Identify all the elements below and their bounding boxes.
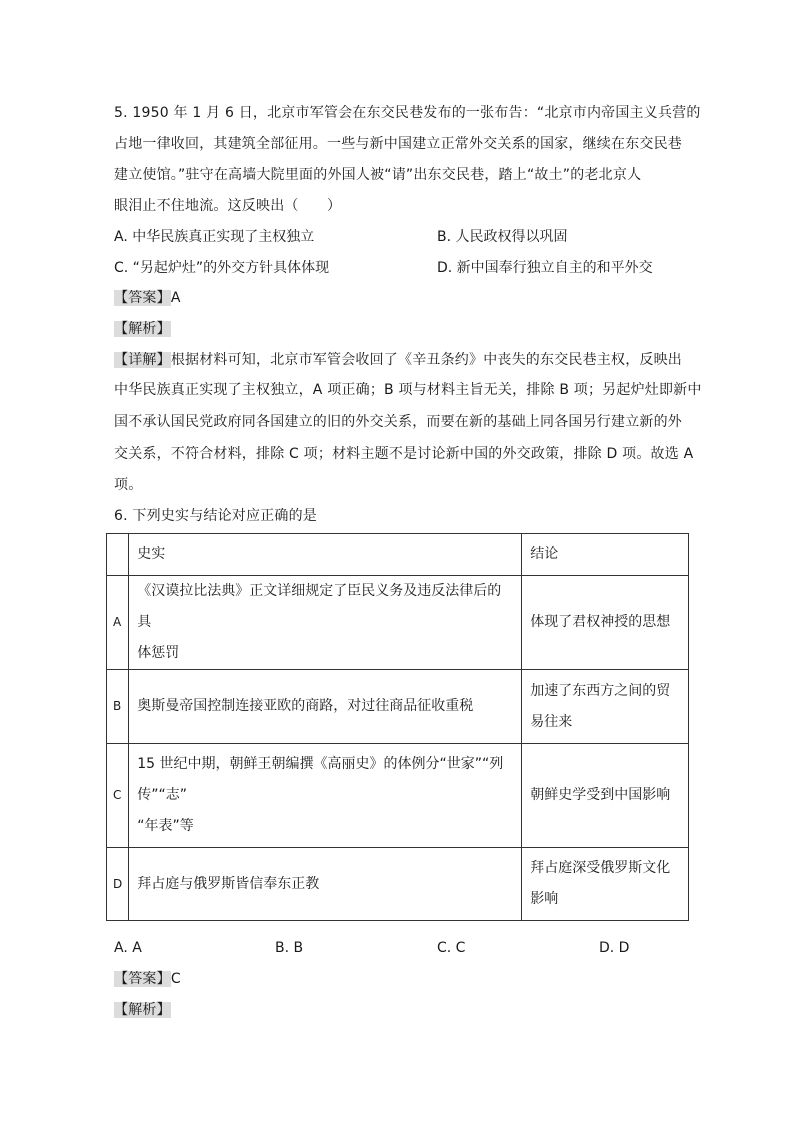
q6-stem: 6. 下列史实与结论对应正确的是 [114,508,318,524]
q5-analysis [114,319,171,339]
q5-detail-line-5: 项。 [114,477,143,493]
q6-header-fact: 史实 [129,534,522,576]
q6-row-c-label: C [107,744,129,848]
q5-option-c: C. “另起炉灶”的外交方针具体体现 [114,260,330,276]
q5-answer-label: 【答案】 [114,290,171,306]
q6-row-b-label: B [107,670,129,744]
q5-option-a: A. 中华民族真正实现了主权独立 [114,229,315,245]
q6-row-b-fact-line-1: 奥斯曼帝国控制连接亚欧的商路，对过往商品征收重税 [137,698,474,714]
q6-row-b-fact [129,670,522,744]
q6-answer-label: 【答案】 [114,971,171,987]
q5-detail-line-3: 国不承认国民党政府同各国建立的旧的外交关系，而要在新的基础上同各国另行建立新的外 [114,414,682,430]
q6-row-b-conclusion-line-2: 易往来 [530,713,573,730]
q5-option-d: D. 新中国奉行独立自主的和平外交 [437,260,653,276]
q6-row-c-conclusion [522,744,689,848]
q6-row-c-fact-line-3: “年表”等 [137,818,194,834]
q5-stem-line-2: 占地一律收回，其建筑全部征用。一些与新中国建立正常外交关系的国家，继续在东交民巷 [114,136,682,152]
q5-analysis-label: 【解析】 [114,321,171,337]
table-row [107,848,689,921]
q6-row-b-conclusion [522,670,689,744]
q5-detail-line-2: 中华民族真正实现了主权独立，A 项正确；B 项与材料主旨无关，排除 B 项；另起炉灶即新中 [114,382,702,398]
table-row [107,576,689,670]
q6-row-c-fact-line-1: 15 世纪中期，朝鲜王朝编撰《高丽史》的体例分“世家”“列 [137,756,504,772]
q6-row-d-fact-line-1: 拜占庭与俄罗斯皆信奉东正教 [137,875,320,892]
q5-detail-line-4: 交关系，不符合材料，排除 C 项；材料主题不是讨论新中国的外交政策，排除 D 项。故选 A [114,446,694,462]
q5-option-b: B. 人民政权得以巩固 [437,229,568,245]
q6-option-a: A. A [114,940,142,956]
q6-answer [114,969,181,989]
q5-detail-label: 【详解】 [114,352,171,368]
q6-row-a-fact-line-2: 体惩罚 [137,645,180,661]
q6-answer-value: C [170,971,181,987]
q5-detail-line-1 [114,350,682,370]
q6-analysis-label: 【解析】 [114,1002,171,1018]
table-row [107,744,689,848]
q6-row-c-fact-line-2: 传”“志” [137,787,188,803]
q6-analysis [114,1000,171,1020]
q6-table-header-row [107,534,689,576]
q6-row-a-conclusion-line-1: 体现了君权神授的思想 [530,614,671,630]
q6-table [106,533,689,921]
q6-row-a-conclusion [522,576,689,670]
q6-header-conclusion: 结论 [522,534,689,576]
q5-stem-line-4: 眼泪止不住地流。这反映出（ ） [114,198,342,214]
q5-stem-line-1: 5. 1950 年 1 月 6 日，北京市军管会在东交民巷发布的一张布告：“北京市内帝国主义兵营的 [114,105,701,121]
q6-row-a-fact [129,576,522,670]
q6-option-d: D. D [599,940,630,956]
table-row [107,670,689,744]
q6-option-b: B. B [275,940,304,956]
q6-row-c-conclusion-line-1: 朝鲜史学受到中国影响 [530,787,671,803]
q6-row-b-conclusion-line-1: 加速了东西方之间的贸 [530,682,671,699]
q5-stem-line-3: 建立使馆。”驻守在高墙大院里面的外国人被“请”出东交民巷，踏上“故土”的老北京人 [114,167,642,183]
q6-header-label [107,534,129,576]
q6-row-d-fact [129,848,522,921]
q6-row-d-conclusion-line-1: 拜占庭深受俄罗斯文化 [530,860,671,876]
q6-row-d-conclusion [522,848,689,921]
q5-detail-text-1: 根据材料可知，北京市军管会收回了《辛丑条约》中丧失的东交民巷主权，反映出 [170,352,683,368]
q6-row-a-fact-line-1: 《汉谟拉比法典》正文详细规定了臣民义务及违反法律后的具 [137,583,502,630]
q6-row-d-conclusion-line-2: 影响 [530,891,559,907]
q5-answer [114,288,181,308]
q6-option-c: C. C [437,940,466,956]
q6-row-a-label: A [107,576,129,670]
q5-answer-value: A [170,290,181,306]
q6-row-d-label: D [107,848,129,921]
q6-row-c-fact [129,744,522,848]
